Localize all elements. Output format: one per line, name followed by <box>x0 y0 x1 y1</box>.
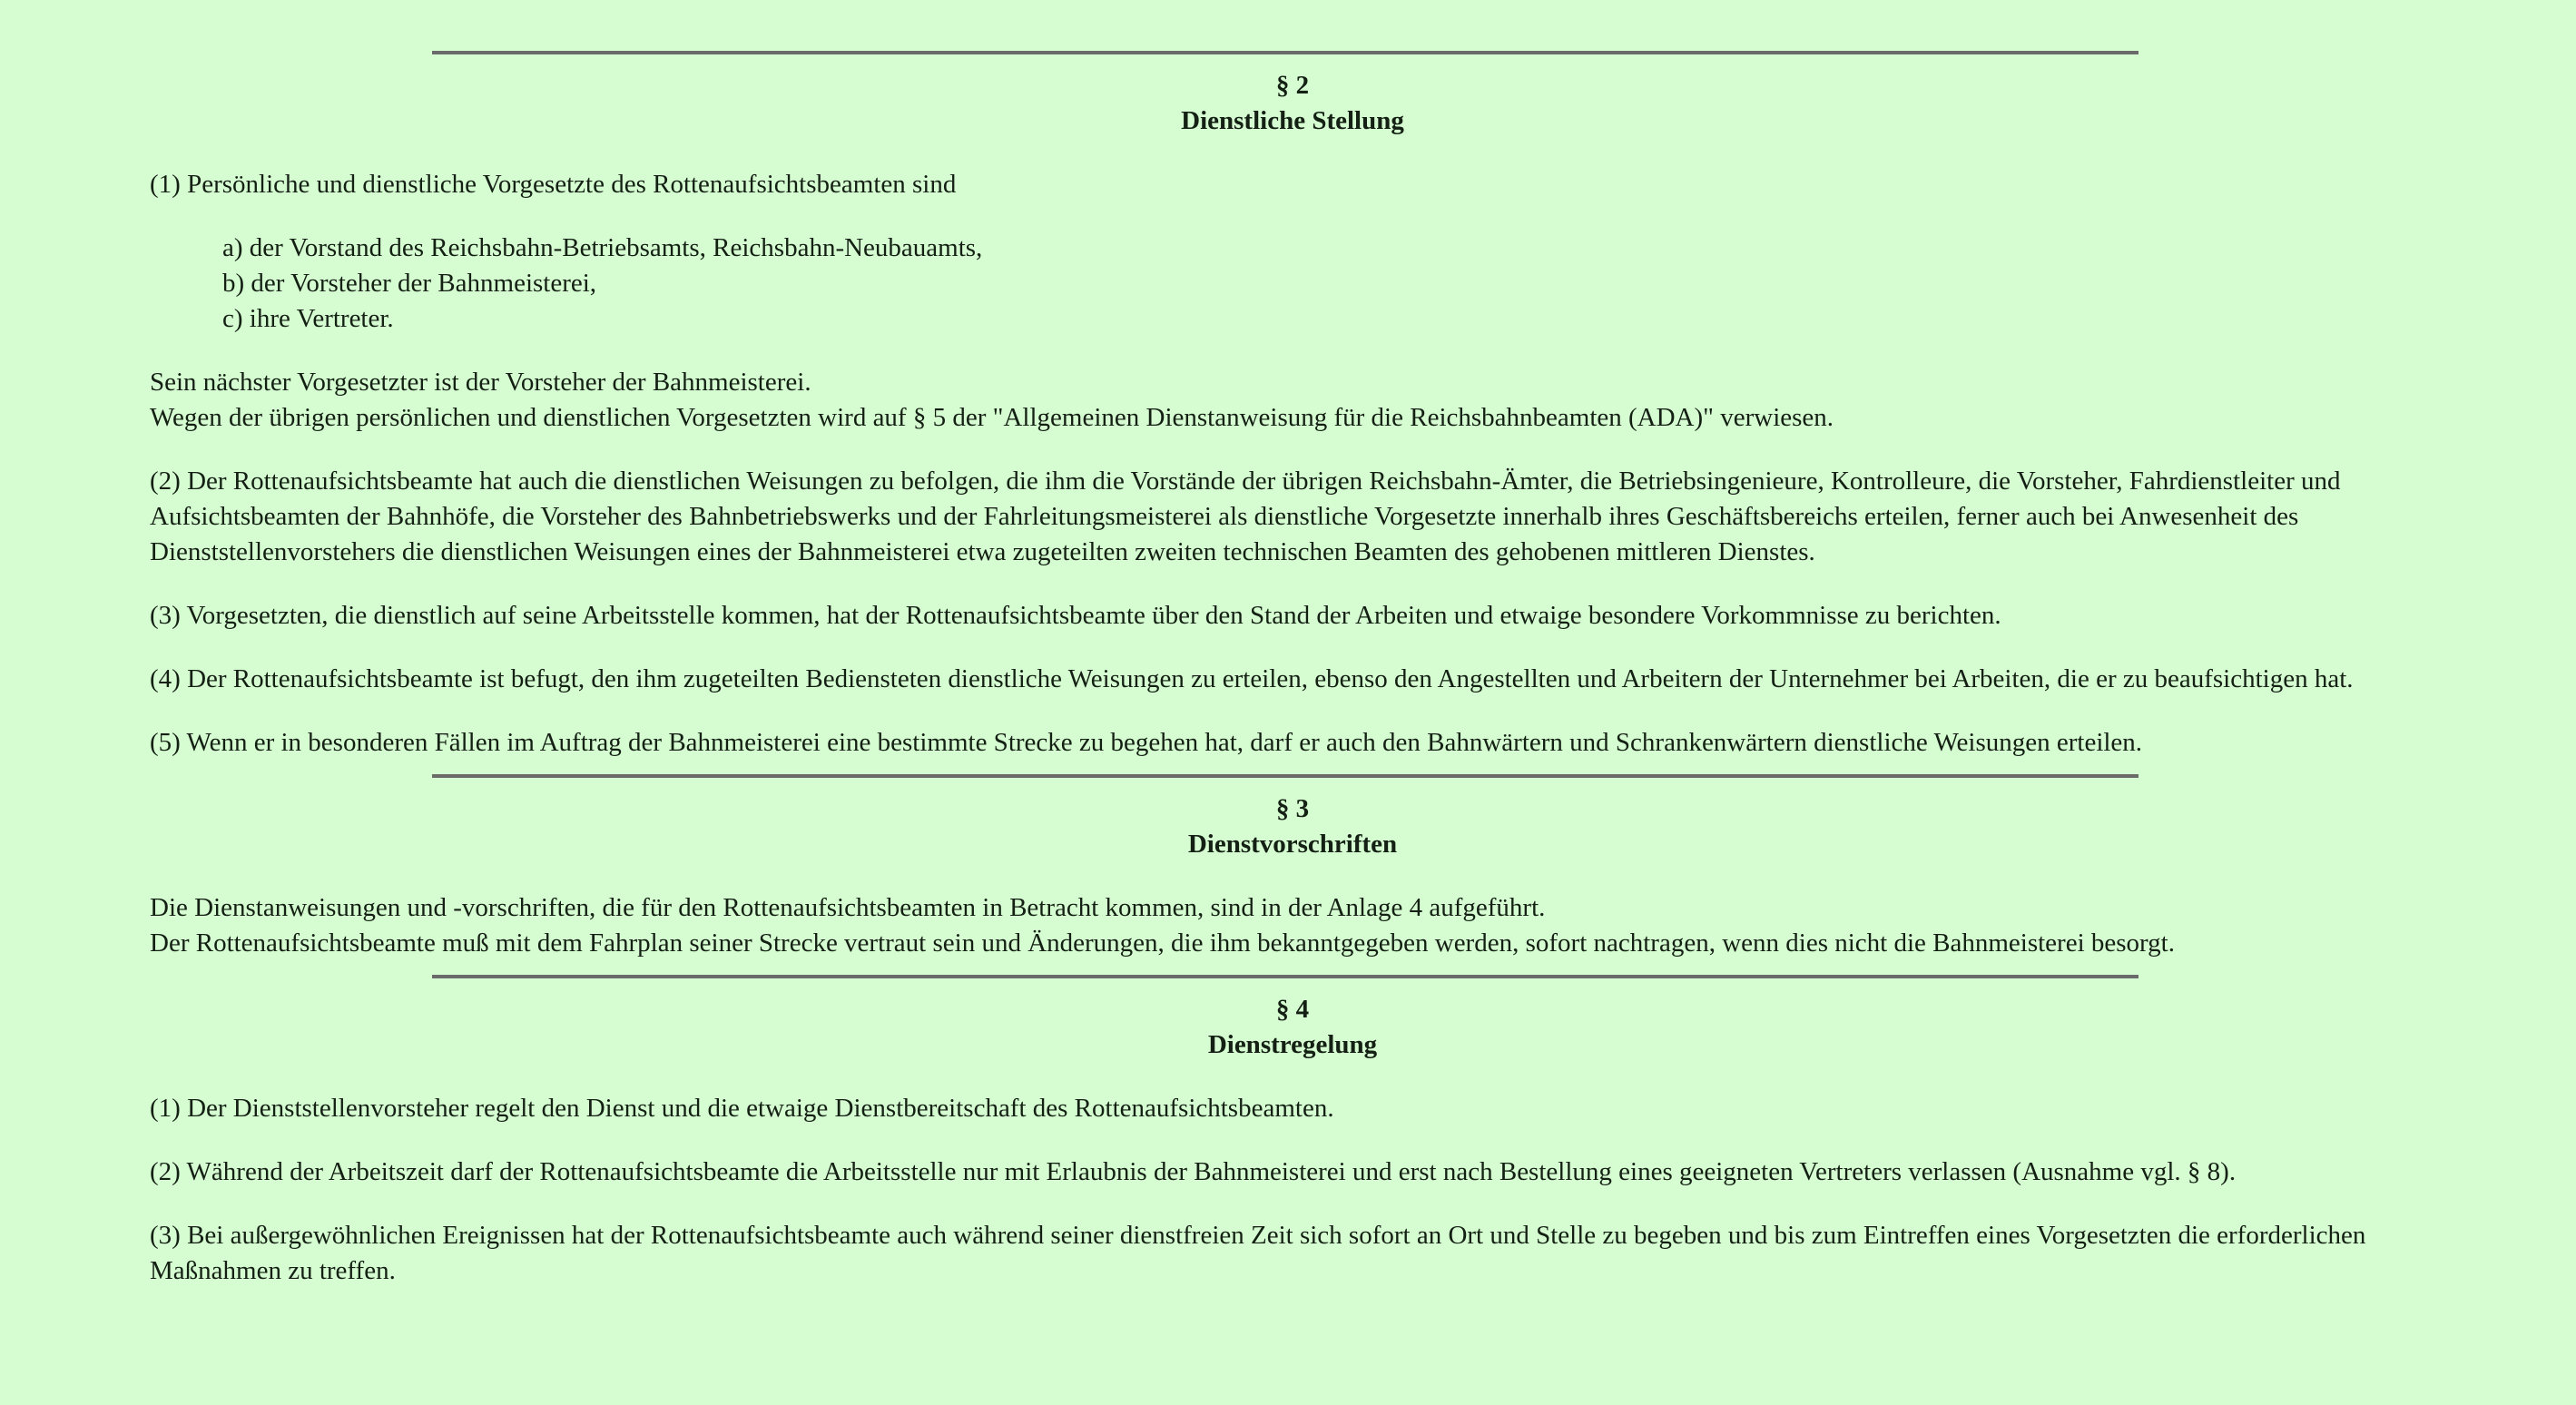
section-title: Dienstvorschriften <box>1187 830 1398 859</box>
document-content <box>150 51 2437 1289</box>
section-title: Dienstliche Stellung <box>1181 106 1404 135</box>
paragraph: (2) Während der Arbeitszeit darf der Rottenaufsichtsbeamte die Arbeitsstelle nur mit Erlaubnis der Bahnmeisterei und erst nach Bestellung eines geeigneten Vertreters verlassen (Ausnahme vgl. § 8). <box>150 1157 2237 1186</box>
paragraph-line: Die Dienstanweisungen und -vorschriften, die für den Rottenaufsichtsbeamten in Betracht kommen, sind in der Anlage 4 aufgeführt. <box>150 893 1546 922</box>
paragraph: (3) Vorgesetzten, die dienstlich auf seine Arbeitsstelle kommen, hat der Rottenaufsichtsbeamte über den Stand der Arbeiten und etwaige besondere Vorkommnisse zu berichten. <box>150 601 2001 630</box>
paragraph: (4) Der Rottenaufsichtsbeamte ist befugt, den ihm zugeteilten Bediensteten dienstliche Weisungen zu erteilen, ebenso den Angestellten und Arbeitern der Unternehmer bei Arbeiten, die er zu beaufsichtigen hat. <box>150 664 2354 693</box>
paragraph-block <box>150 890 2437 961</box>
section-number: § 3 <box>1275 794 1310 823</box>
section-number: § 4 <box>1275 995 1310 1024</box>
list-item: a) der Vorstand des Reichsbahn-Betriebsamts, Reichsbahn-Neubauamts, <box>222 233 983 262</box>
paragraph-line: Sein nächster Vorgesetzter ist der Vorsteher der Bahnmeisterei. <box>150 368 811 397</box>
section-divider <box>432 51 2138 54</box>
paragraph: (5) Wenn er in besonderen Fällen im Auftrag der Bahnmeisterei eine bestimmte Strecke zu begehen hat, darf er auch den Bahnwärtern und Schrankenwärtern dienstliche Weisungen erteilen. <box>150 728 2143 757</box>
list-item: c) ihre Vertreter. <box>222 304 394 333</box>
section-heading <box>148 992 2437 1063</box>
section-heading <box>148 791 2437 862</box>
section-divider <box>432 774 2138 778</box>
paragraph: (3) Bei außergewöhnlichen Ereignissen hat der Rottenaufsichtsbeamte auch während seiner dienstfreien Zeit sich sofort an Ort und Stelle zu begeben und bis zum Eintreffen eines Vorgesetzten die erforderlichen Maßnahmen zu treffen. <box>150 1221 2366 1285</box>
section-number: § 2 <box>1275 71 1310 100</box>
paragraph-line: Der Rottenaufsichtsbeamte muß mit dem Fahrplan seiner Strecke vertraut sein und Änderungen, die ihm bekanntgegeben werden, sofort nachtragen, wenn dies nicht die Bahnmeisterei besorgt. <box>150 928 2175 958</box>
paragraph: (2) Der Rottenaufsichtsbeamte hat auch die dienstlichen Weisungen zu befolgen, die ihm die Vorstände der übrigen Reichsbahn-Ämter, die Betriebsingenieure, Kontrolleure, die Vorsteher, Fahrdienstleiter und Aufsichtsbeamten der Bahnhöfe, die Vorsteher des Bahnbetriebswerks und der Fahrleitungsmeisterei als dienstliche Vorgesetzte innerhalb ihres Geschäftsbereichs erteilen, ferner auch bei Anwesenheit des Dienststellenvorstehers die dienstlichen Weisungen eines der Bahnmeisterei etwa zugeteilten zweiten technischen Beamten des gehobenen mittleren Dienstes. <box>150 467 2341 566</box>
section-title: Dienstregelung <box>1207 1030 1378 1059</box>
section-divider <box>432 975 2138 978</box>
paragraph-line: Wegen der übrigen persönlichen und dienstlichen Vorgesetzten wird auf § 5 der "Allgemeinen Dienstanweisung für die Reichsbahnbeamten (ADA)" verwiesen. <box>150 403 1834 432</box>
paragraph-block <box>150 365 2437 436</box>
section-heading <box>148 68 2437 139</box>
list-item: b) der Vorsteher der Bahnmeisterei, <box>222 269 597 298</box>
supervisor-list <box>150 231 2437 337</box>
paragraph: (1) Der Dienststellenvorsteher regelt den Dienst und die etwaige Dienstbereitschaft des Rottenaufsichtsbeamten. <box>150 1094 1334 1123</box>
paragraph: (1) Persönliche und dienstliche Vorgesetzte des Rottenaufsichtsbeamten sind <box>150 170 957 199</box>
